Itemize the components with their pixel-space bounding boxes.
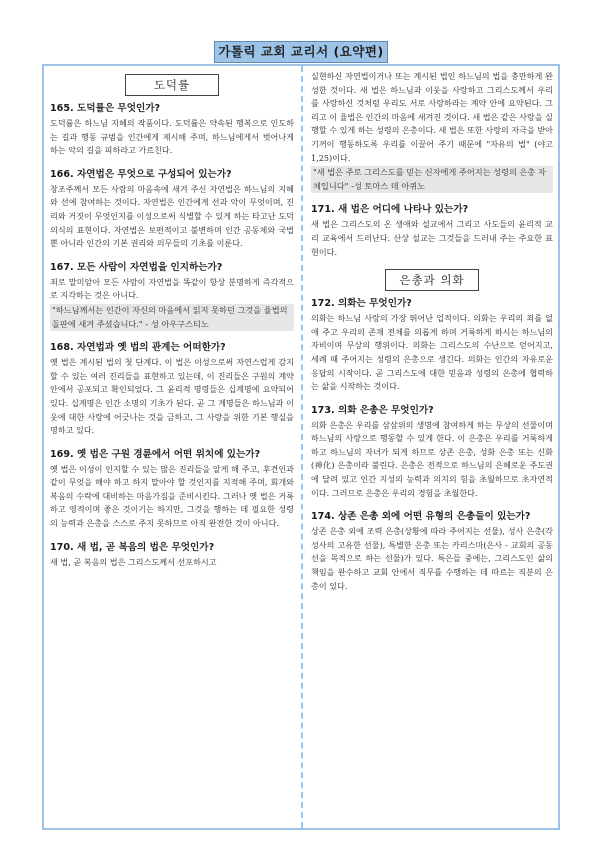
answer: 옛 법은 이성이 인지할 수 있는 많은 진리들을 알게 해 주고, 후견인과 같이 무엇을 해야 하고 하지 말아야 할 것인지를 지적해 주며, 회개와 복음의 수락에 대비하는 마음가짐을 준비시킨다. 그러나 옛 법은 거룩하고 영적이며 좋은 것이기는 하지만, 그것을 행하는 데 필요한 성령의 능력과 은총을 스스로 주지 못하므로 아직 완전한 것이 아니다. <box>50 463 294 529</box>
answer: 상존 은총 외에 조력 은총(상황에 따라 주어지는 선물), 성사 은총(각 성사의 고유한 선물), 특별한 은총 또는 카리스마(은사 - 교회의 공동선을 목적으로 하는 선물)가 있다. 특은들 중에는, 그리스도인 삶의 책임을 완수하고 교회 안에서 직무를 수행하는 데 따르는 직분의 은총이 있다. <box>311 526 553 591</box>
left-column <box>50 70 294 579</box>
question: 170. 새 법, 곧 복음의 법은 무엇인가? <box>50 541 215 553</box>
answer: 의화는 하느님 사랑의 가장 뛰어난 업적이다. 의화는 우리의 죄를 없애 주고 우리의 존재 전체를 의롭게 하며 거룩하게 하시는 하느님의 자비이며 무상의 행위이다. 의화는 그리스도의 수난으로 얻어지고, 세례 때 주어지는 성령의 은총으로 생긴다. 의화는 인간의 자유로운 응답의 시작이다. 곧 그리스도에 대한 믿음과 성령의 은총에 협력하는 삶을 시작하는 것이다. <box>311 313 553 392</box>
qa-item <box>50 261 294 331</box>
answer: 새 법, 곧 복음의 법은 그리스도께서 선포하시고 <box>50 556 217 567</box>
section-heading-grace-justification: 은총과 의화 <box>385 269 479 291</box>
qa-item <box>50 541 294 570</box>
qa-item <box>50 168 294 251</box>
question: 172. 의화는 무엇인가? <box>311 298 412 310</box>
qa-item-continuation <box>311 70 553 193</box>
highlighted-quote: "새 법은 주로 그리스도를 믿는 신자에게 주어지는 성령의 은총 자체입니다" -성 토마스 데 아퀴노 <box>311 166 553 193</box>
question: 166. 자연법은 무엇으로 구성되어 있는가? <box>50 168 232 180</box>
qa-item <box>311 203 553 259</box>
answer: 의화 은총은 우리를 삼삼위의 생명에 참여하게 하는 무상의 선물이며 하느님의 사랑으로 행동할 수 있게 한다. 이 은총은 우리를 거룩하게 하고 하느님의 자녀가 되게 하므로 상존 은총, 성화 은총 또는 신화(神化) 은총이라 불린다. 은총은 전적으로 하느님의 은혜로운 주도권에 달려 있고 인간 지성의 능력과 의지의 힘을 초월하므로 초자연적이다. 그러므로 은총은 우리의 경험을 초월한다. <box>311 419 553 498</box>
question: 174. 상존 은총 외에 어떤 유형의 은총들이 있는가? <box>311 511 531 523</box>
answer-continuation: 실현하신 자연법이거나 또는 계시된 법인 하느님의 법을 충만하게 완성한 것이다. 새 법은 하느님과 이웃을 사랑하고 그리스도께서 우리를 사랑하신 것처럼 우리도 서로 사랑하라는 계약 안에 요약된다. 그리고 이 율법은 인간의 마음에 새겨진 것이다. 새 법은 같은 사랑을 실행할 수 있게 하는 성령의 은총이다. 새 법은 또한 사랑의 자극을 받아 기꺼이 행동하도록 우리를 이끌어 주기 때문에 "자유의 법" (야고 1,25)이다. <box>311 71 553 163</box>
question: 173. 의화 은총은 무엇인가? <box>311 404 434 416</box>
question: 171. 새 법은 어디에 나타나 있는가? <box>311 204 469 216</box>
qa-item <box>311 404 553 501</box>
question: 165. 도덕률은 무엇인가? <box>50 103 161 114</box>
question: 168. 자연법과 옛 법의 관계는 어떠한가? <box>50 342 226 354</box>
qa-item <box>311 297 553 394</box>
section-heading-moral-law: 도덕률 <box>125 74 219 96</box>
answer: 옛 법은 계시된 법의 첫 단계다. 이 법은 이성으로써 자연스럽게 감지할 수 있는 여러 진리들을 표현하고 있는데, 이 진리들은 구원의 계약 안에서 공포되고 확인되었다. 그 윤리적 명령들은 십계명에 요약되어 있다. 십계명은 인간 소명의 기초가 된다. 곧 그 계명들은 하느님과 이웃에 대한 사랑에 어긋나는 것을 금하고, 그 사랑을 위한 기본 행실을 명하고 있다. <box>50 357 294 436</box>
right-column <box>311 70 553 603</box>
answer: 도덕률은 하느님 지혜의 작품이다. 도덕률은 약속된 행복으로 인도하는 길과 행동 규범을 인간에게 제시해 주며, 하느님에게서 벗어나게 하는 악의 길을 피하라고 가르친다. <box>50 118 294 156</box>
qa-item <box>50 102 294 158</box>
qa-item <box>50 448 294 531</box>
question: 167. 모든 사람이 자연법을 인지하는가? <box>50 261 223 273</box>
qa-item <box>50 341 294 438</box>
answer: 창조주께서 모든 사람의 마음속에 새겨 주신 자연법은 하느님의 지혜와 선에 참여하는 것이다. 자연법은 인간에게 선과 악이 무엇이며, 진리와 거짓이 무엇인지를 이성으로써 식별할 수 있게 하는 타고난 도덕의식의 표현이다. 자연법은 보편적이고 불변하며 인간 공동체와 국법뿐 아니라 인간의 기본 권리와 의무들의 기초를 이룬다. <box>50 183 294 249</box>
document-title: 가톨릭 교회 교리서 (요약편) <box>214 41 388 63</box>
question: 169. 옛 법은 구원 경륜에서 어떤 위치에 있는가? <box>50 448 261 460</box>
answer: 새 법은 그리스도의 온 생애와 설교에서 그리고 사도들의 윤리적 교리 교육에서 드러난다. 산상 설교는 그것들을 드러내 주는 주요한 표현이다. <box>311 219 553 257</box>
column-divider <box>301 66 303 828</box>
highlighted-quote: "하느님께서는 인간이 자신의 마음에서 읽지 못하던 그것을 율법의 돌판에 새겨 주셨습니다." - 성 아우구스티노 <box>50 304 294 331</box>
qa-item <box>311 510 553 593</box>
answer: 죄로 말미암아 모든 사람이 자연법을 똑같이 항상 분명하게 즉각적으로 지각하는 것은 아니다. <box>50 276 294 301</box>
